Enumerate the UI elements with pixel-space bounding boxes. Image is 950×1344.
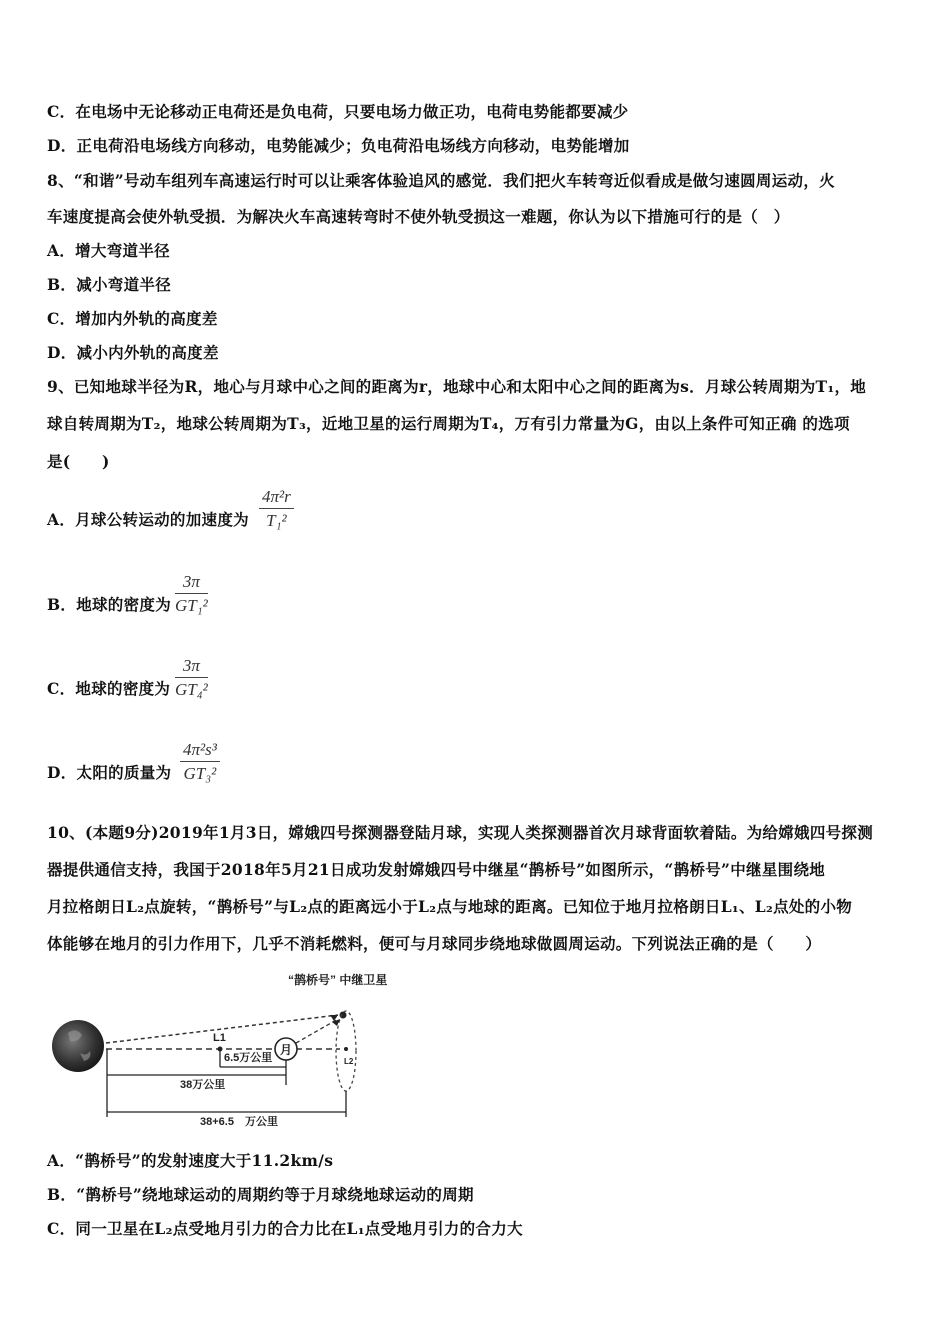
formula-b: [175, 572, 208, 616]
moon-distance-label: 38万公里: [180, 1079, 226, 1091]
option-d-prev: D．正电荷沿电场线方向移动，电势能减少；负电荷沿电场线方向移动，电势能增加: [47, 136, 630, 155]
formula-b-denominator: GT₁²: [175, 596, 208, 615]
q9-option-b: B．地球的密度为: [47, 595, 172, 614]
formula-b-numerator: 3π: [175, 572, 208, 594]
q9-option-d: D．太阳的质量为: [47, 763, 172, 782]
formula-c-numerator: 3π: [175, 656, 208, 678]
moon-label: 月: [280, 1043, 293, 1057]
q10-stem-line2: 器提供通信支持，我国于2018年5月21日成功发射嫦娥四号中继星“鹊桥号”如图所示，“鹊桥号”中继星围绕地: [47, 860, 826, 879]
q9-stem-line1: 9、已知地球半径为R，地心与月球中心之间的距离为r，地球中心和太阳中心之间的距离为s．月球公转周期为T₁，地: [47, 377, 867, 396]
q10-option-a: A．“鹊桥号”的发射速度大于11.2km/s: [47, 1151, 334, 1170]
q10-stem-line3: 月拉格朗日L₂点旋转，“鹊桥号”与L₂点的距离远小于L₂点与地球的距离。已知位于地月拉格朗日L₁、L₂点处的小物: [47, 897, 853, 916]
formula-d-denominator: GT₃²: [183, 764, 217, 783]
formula-d-numerator: 4π²s³: [180, 740, 220, 762]
q10-option-b: B．“鹊桥号”绕地球运动的周期约等于月球绕地球运动的周期: [47, 1185, 474, 1204]
earth-icon: [52, 1020, 104, 1072]
formula-a: [259, 487, 294, 531]
q10-option-c: C．同一卫星在L₂点受地月引力的合力比在L₁点受地月引力的合力大: [47, 1219, 523, 1238]
moon-satellite-link: [296, 1019, 338, 1043]
l2-label: L2: [344, 1057, 354, 1066]
q9-option-a: A．月球公转运动的加速度为: [47, 510, 249, 529]
q10-stem-line1: 10、(本题9分)2019年1月3日，嫦娥四号探测器登陆月球，实现人类探测器首次月球背面软着陆。为给嫦娥四号探测: [47, 823, 874, 842]
q8-option-c: C．增加内外轨的高度差: [47, 309, 218, 328]
formula-c: [175, 656, 208, 700]
q9-stem-line3: 是( ): [47, 452, 110, 471]
l2-point: [344, 1047, 348, 1051]
formula-a-denominator: T₁²: [266, 511, 287, 530]
satellite-label: “鹊桥号” 中继卫星: [288, 973, 388, 987]
l1-label: L1: [213, 1032, 226, 1044]
q8-option-a: A．增大弯道半径: [47, 241, 170, 260]
q9-stem-line2: 球自转周期为T₂，地球公转周期为T₃，近地卫星的运行周期为T₄，万有引力常量为G，由以上条件可知正确 的选项: [47, 414, 850, 433]
q10-stem-line4: 体能够在地月的引力作用下，几乎不消耗燃料，便可与月球同步绕地球做圆周运动。下列说法正确的是（ ）: [47, 934, 822, 953]
l1-point: [218, 1047, 223, 1052]
formula-c-denominator: GT₄²: [175, 680, 208, 699]
q8-stem-line2: 车速度提高会使外轨受损．为解决火车高速转弯时不使外轨受损这一难题，你认为以下措施可行的是（ ）: [47, 207, 790, 226]
small-distance-label: 6.5万公里: [224, 1052, 273, 1064]
lagrange-diagram: [40, 965, 420, 1140]
total-distance-label: 38+6.5 万公里: [200, 1116, 278, 1128]
q9-option-c: C．地球的密度为: [47, 679, 171, 698]
q8-stem-line1: 8、“和谐”号动车组列车高速运行时可以让乘客体验追风的感觉．我们把火车转弯近似看成是做匀速圆周运动，火: [47, 171, 835, 190]
relay-satellite-icon: [340, 1012, 347, 1019]
option-c-prev: C．在电场中无论移动正电荷还是负电荷，只要电场力做正功，电荷电势能都要减少: [47, 102, 629, 121]
q8-option-d: D．减小内外轨的高度差: [47, 343, 219, 362]
formula-d: [180, 740, 220, 784]
formula-a-numerator: 4π²r: [259, 487, 294, 509]
q8-option-b: B．减小弯道半径: [47, 275, 172, 294]
arrowhead: [330, 1015, 338, 1021]
